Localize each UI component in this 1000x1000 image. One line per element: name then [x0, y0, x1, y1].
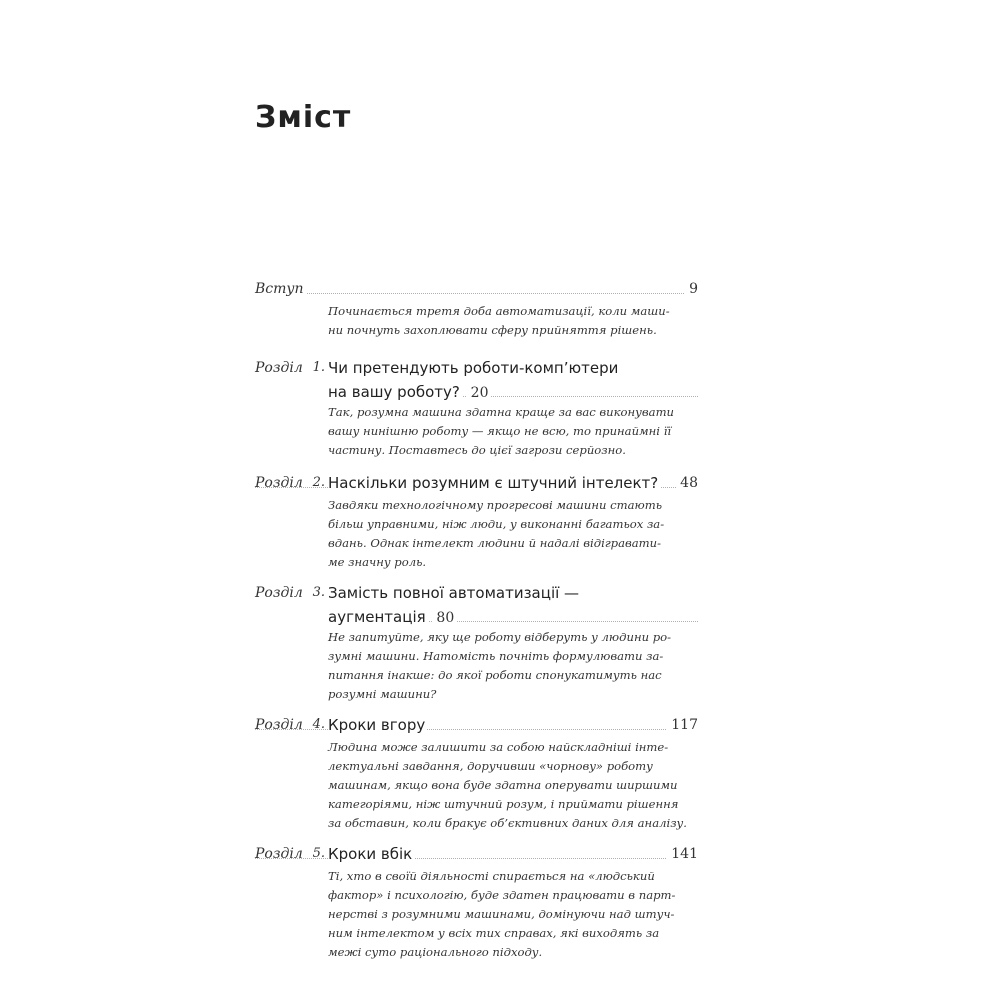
toc-entry-chapter-1 [255, 357, 698, 460]
chapter-number: 1. [312, 360, 325, 375]
chapter-title-line-2 [328, 381, 698, 403]
chapter-title: Кроки вбік [328, 845, 413, 863]
chapter-title: Чи претендують роботи-комп’ютери [328, 359, 619, 377]
desc-line: питання інакше: до якої роботи спонукатимуть нас [328, 668, 662, 682]
desc-line: машинам, якщо вона буде здатна оперувати ширшими [328, 778, 678, 792]
desc-line: ме значну роль. [328, 555, 427, 569]
desc-line: Ті, хто в своїй діяльності спирається на «людський [328, 869, 655, 883]
chapter-label: Розділ [255, 585, 303, 601]
page-title: Зміст [255, 100, 352, 135]
chapter-title: Наскільки розумним є штучний інтелект? [328, 474, 659, 492]
desc-line: нерстві з розумними машинами, домінуючи над штуч- [328, 907, 675, 921]
toc-entry-intro [255, 278, 698, 340]
chapter-page-number: 48 [676, 472, 698, 494]
desc-line: вдань. Однак інтелект людини й надалі відігравати- [328, 536, 662, 550]
chapter-title: Кроки вгору [328, 716, 426, 734]
dot-leader [255, 293, 698, 294]
chapter-page-number: 141 [667, 843, 698, 865]
desc-line: категоріями, ніж штучний розум, і приймати рішення [328, 797, 679, 811]
chapter-number: 2. [312, 475, 325, 490]
chapter-title: Замість повної автоматизації — [328, 584, 580, 602]
desc-line: Так, розумна машина здатна краще за вас виконувати [328, 405, 675, 419]
chapter-label: Розділ [255, 475, 303, 491]
desc-line: Починається третя доба автоматизації, коли маши- [328, 304, 670, 318]
chapter-description [328, 867, 676, 962]
chapter-description [328, 496, 665, 572]
toc-entry-head [255, 278, 698, 302]
toc-entry-head [255, 714, 698, 738]
table-of-contents [255, 278, 698, 962]
toc-entry-chapter-2 [255, 472, 698, 572]
chapter-description [328, 403, 675, 460]
chapter-page-number: 20 [467, 385, 491, 401]
chapter-title-text: аугментація [328, 608, 426, 626]
intro-page-number: 9 [685, 278, 698, 300]
toc-entry-chapter-3 [255, 582, 698, 704]
toc-entry-head [255, 357, 698, 381]
desc-line: більш управними, ніж люди, у виконанні багатьох за- [328, 517, 665, 531]
chapter-number: 3. [312, 585, 325, 600]
desc-line: розумні машини? [328, 687, 437, 701]
toc-entry-chapter-4 [255, 714, 698, 833]
chapter-number: 5. [312, 846, 325, 861]
chapter-label: Розділ [255, 717, 303, 733]
desc-line: частину. Поставтесь до цієї загрози серйозно. [328, 443, 626, 457]
intro-label: Вступ [255, 281, 307, 297]
chapter-page-number: 117 [667, 714, 698, 736]
chapter-page-number: 80 [432, 610, 456, 626]
chapter-description [328, 738, 687, 833]
desc-line: межі суто раціонального підходу. [328, 945, 543, 959]
chapter-description [328, 628, 672, 704]
intro-description [328, 302, 670, 340]
desc-line: Людина може залишити за собою найскладніші інте- [328, 740, 669, 754]
chapter-number: 4. [312, 717, 325, 732]
toc-entry-head [255, 472, 698, 496]
toc-entry-chapter-5 [255, 843, 698, 962]
desc-line: ним інтелектом у всіх тих справах, які виходять за [328, 926, 660, 940]
dot-leader [255, 729, 698, 730]
desc-line: Не запитуйте, яку ще роботу відберуть у людини ро- [328, 630, 672, 644]
chapter-title-line-2 [328, 606, 698, 628]
chapter-label: Розділ [255, 846, 303, 862]
desc-line: Завдяки технологічному прогресові машини стають [328, 498, 663, 512]
chapter-label: Розділ [255, 360, 303, 376]
desc-line: ни почнуть захоплювати сферу прийняття рішень. [328, 323, 657, 337]
toc-entry-head [255, 843, 698, 867]
toc-entry-head [255, 582, 698, 606]
chapter-title-text: на вашу роботу? [328, 383, 460, 401]
desc-line: за обставин, коли бракує об’єктивних даних для аналізу. [328, 816, 687, 830]
desc-line: зумні машини. Натомість почніть формулювати за- [328, 649, 664, 663]
desc-line: вашу нинішню роботу — якщо не всю, то принаймні її [328, 424, 672, 438]
desc-line: лектуальні завдання, доручивши «чорнову» роботу [328, 759, 653, 773]
dot-leader [255, 858, 698, 859]
desc-line: фактор» і психологію, буде здатен працювати в парт- [328, 888, 676, 902]
